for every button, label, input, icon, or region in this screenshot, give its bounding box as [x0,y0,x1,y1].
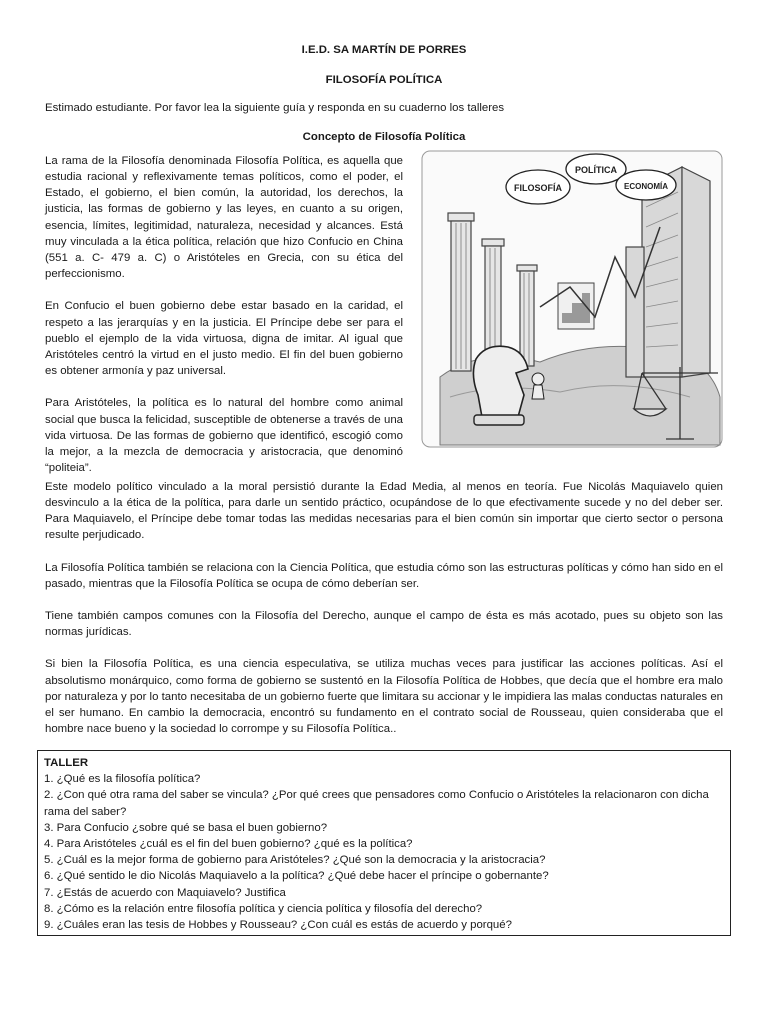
paragraph: La rama de la Filosofía denominada Filosofía Política, es aquella que estudia racional y reflexivamente temas políticos, como el poder, el Estado, el gobierno, el bien común, la autoridad, los derechos, la justicia, las formas de gobierno y las leyes, en cuanto a su origen, esencia, límites, legitimidad, naturaleza, necesidad y alcances. Está muy vinculada a la ética política, relación que hizo Confucio en China (551 a. C- 479 a. C) o Aristóteles en Grecia, con su ética del perfeccionismo. [45,154,403,281]
question-item: 8. ¿Cómo es la relación entre filosofía política y ciencia política y filosofía del derecho? [44,902,483,915]
political-philosophy-illustration [420,147,724,449]
bubble-filosofia: FILOSOFÍA [514,182,562,193]
paragraph: Para Aristóteles, la política es lo natural del hombre como animal social que busca la felicidad, susceptible de obtenerse a través de una vida virtuosa. De las formas de gobierno que identificó, escogió como la mejor, a la mezcla de democracia y aristocracia, que denominó “politeia”. [45,397,403,475]
left-column [45,153,403,477]
question-item: 9. ¿Cuáles eran las tesis de Hobbes y Rousseau? ¿Con cuál es estás de acuerdo y porqué? [44,919,512,932]
taller-box [37,750,731,936]
school-name: I.E.D. SA MARTÍN DE PORRES [301,44,467,56]
question-list [44,771,724,933]
question-item: 1. ¿Qué es la filosofía política? [44,773,201,786]
question-item: 7. ¿Estás de acuerdo con Maquiavelo? Justifica [44,886,286,899]
top-section [45,153,723,479]
question-item: 4. Para Aristóteles ¿cuál es el fin del buen gobierno? ¿qué es la política? [44,838,413,851]
bubble-economia: ECONOMÍA [624,181,668,191]
paragraph: Si bien la Filosofía Política, es una ciencia especulativa, se utiliza muchas veces para justificar las acciones políticas. Así el absolutismo monárquico, como forma de gobierno se sustentó en la Filosofía Política de Hobbes, que decía que el hombre era malo por naturaleza y por lo tanto necesitaba de un gobierno fuerte que limitara su accionar y le impidiera las malas conductas naturales en el ser humano. En cambio la democracia, encontró su fundamento en el contrato social de Rousseau, quien consideraba que el hombre nace bueno y la sociedad lo corrompe y su Filosofía Política.. [45,658,723,736]
document-page [45,40,723,737]
section-title: Concepto de Filosofía Política [302,130,466,143]
question-item: 6. ¿Qué sentido le dio Nicolás Maquiavelo a la política? ¿Qué debe hacer el príncipe o gobernante? [44,870,549,883]
taller-title: TALLER [44,757,89,769]
document-title: FILOSOFÍA POLÍTICA [325,74,443,87]
paragraph: Este modelo político vinculado a la moral persistió durante la Edad Media, al menos en teoría. Fue Nicolás Maquiavelo quien desvinculo a la ética de la política, para darle un sentido práctico, ocupándose de lo que efectivamente sucede y no del deber ser. Para Maquiavelo, el Príncipe debe tomar todas las medidas necesarias para el bien común sin importar que cierto sector o persona resulte perjudicado. [45,480,723,542]
bubble-politica: POLÍTICA [575,164,617,175]
question-item: 5. ¿Cuál es la mejor forma de gobierno para Aristóteles? ¿Qué son la democracia y la aristocracia? [44,854,546,867]
paragraph: La Filosofía Política también se relaciona con la Ciencia Política, que estudia cómo son las estructuras políticas y cómo han sido en el pasado, mientras que la Filosofía Política se ocupa de cómo deberían ser. [45,561,723,590]
intro-text: Estimado estudiante. Por favor lea la siguiente guía y responda en su cuaderno los talleres [45,102,505,115]
question-item: 3. Para Confucio ¿sobre qué se basa el buen gobierno? [44,821,328,834]
question-item: 2. ¿Con qué otra rama del saber se vincula? ¿Por qué crees que pensadores como Confucio o Aristóteles la relacionaron con dicha rama del saber? [44,789,709,818]
paragraph: En Confucio el buen gobierno debe estar basado en la caridad, el respeto a las jerarquías y en la justicia. El Príncipe debe ser para el pueblo el ejemplo de la vida virtuosa, digna de imitar. Al igual que Aristóteles centró la virtud en el justo medio. El fin del buen gobierno es obtener armonía y paz universal. [45,300,403,378]
paragraph: Tiene también campos comunes con la Filosofía del Derecho, aunque el campo de ésta es más acotado, pues su objeto son las normas jurídicas. [45,610,723,639]
body-section [45,479,723,738]
